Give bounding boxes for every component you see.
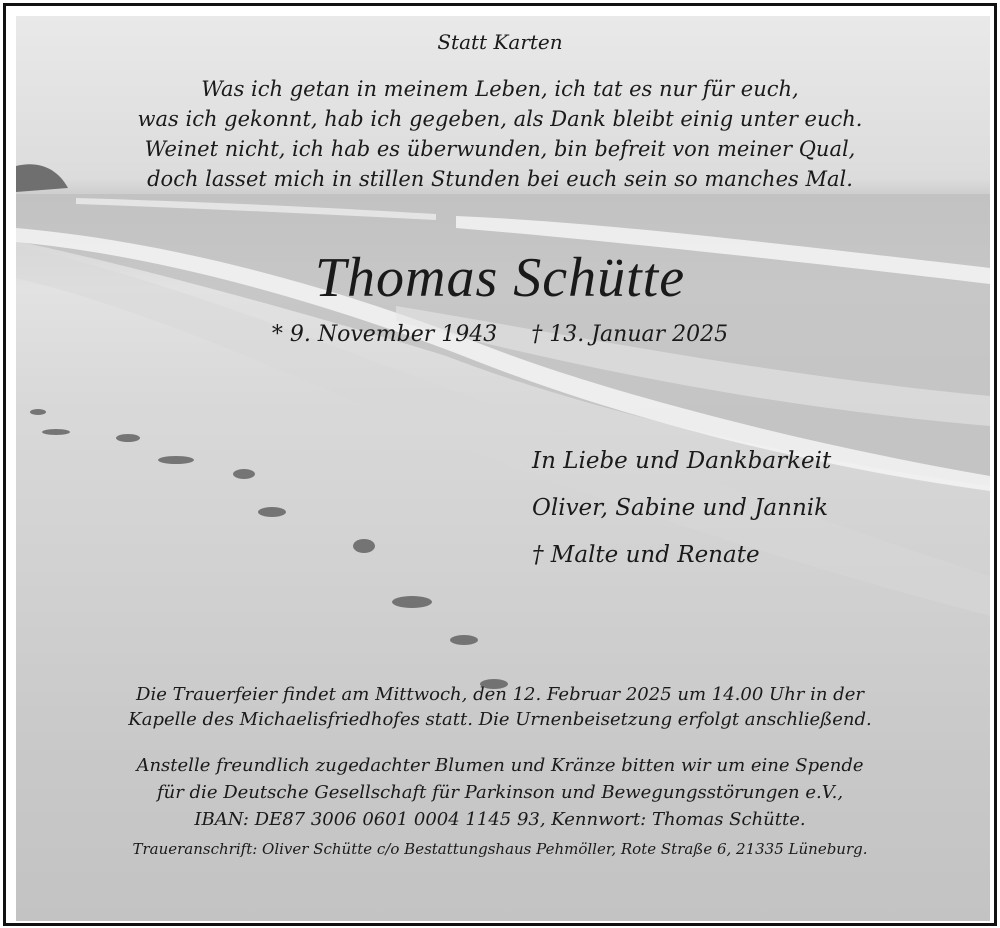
header-statt-karten: Statt Karten — [437, 30, 563, 54]
donation-line: Anstelle freundlich zugedachter Blumen und Kränze bitten wir um eine Spende — [136, 755, 864, 776]
poem-line: Was ich getan in meinem Leben, ich tat es nur für euch, — [201, 77, 799, 101]
poem-line: doch lasset mich in stillen Stunden bei euch sein so manches Mal. — [147, 167, 853, 191]
family-signature — [532, 438, 831, 579]
ceremony-info — [0, 682, 1000, 732]
poem-line: Weinet nicht, ich hab es überwunden, bin befreit von meiner Qual, — [144, 137, 856, 161]
family-line: † Malte und Renate — [532, 542, 760, 568]
ceremony-line: Die Trauerfeier findet am Mittwoch, den 12. Februar 2025 um 14.00 Uhr in der — [136, 684, 864, 705]
mourning-address: Traueranschrift: Oliver Schütte c/o Bestattungshaus Pehmöller, Rote Straße 6, 21335 Lüneburg. — [132, 840, 868, 858]
poem-line: was ich gekonnt, hab ich gegeben, als Dank bleibt einig unter euch. — [137, 107, 863, 131]
family-line: Oliver, Sabine und Jannik — [532, 495, 829, 521]
life-dates — [0, 322, 1000, 347]
birth-date: * 9. November 1943 — [271, 322, 498, 347]
poem — [0, 74, 1000, 194]
family-line: In Liebe und Dankbarkeit — [532, 448, 832, 474]
donation-line: für die Deutsche Gesellschaft für Parkinson und Bewegungsstörungen e.V., — [156, 782, 844, 803]
donation-info — [0, 752, 1000, 833]
deceased-name: Thomas Schütte — [314, 247, 686, 309]
death-date: † 13. Januar 2025 — [531, 322, 729, 347]
donation-line: IBAN: DE87 3006 0601 0004 1145 93, Kennwort: Thomas Schütte. — [194, 809, 806, 830]
ceremony-line: Kapelle des Michaelisfriedhofes statt. Die Urnenbeisetzung erfolgt anschließend. — [128, 709, 872, 730]
